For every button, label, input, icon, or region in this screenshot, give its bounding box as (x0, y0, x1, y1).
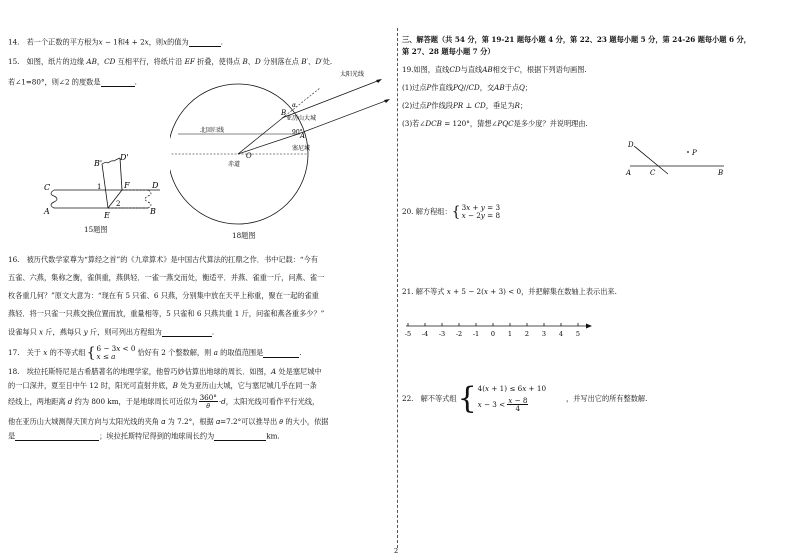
number-line-arrow (586, 324, 592, 329)
figure-19 (624, 138, 730, 178)
question-16-line5: 设雀每只 𝑥 斤，燕每只 𝑦 斤，则可列出方程组为 . (8, 327, 215, 337)
question-18-line3-text: 经线上，两地距离 𝑑 约为 800 km，于是地球周长可近似为 (8, 396, 198, 406)
number-line-label: -4 (421, 330, 429, 338)
label-syene: 塞尼城 (292, 145, 311, 152)
radius-oa (238, 134, 298, 154)
question-22-prefix: 22. 解不等式组 (402, 393, 457, 403)
number-line-label: -1 (472, 330, 480, 338)
label-b-prime: B' (94, 159, 103, 168)
question-18-line2: 的一口深井，夏至日中午 12 时，阳光可直射井底，𝐵 处为亚历山大城，它与塞尼城几乎在同一条 (8, 381, 317, 390)
question-18-unit: km. (266, 431, 280, 441)
folded-edge-fd1 (120, 158, 122, 190)
question-15-line2-text: 若∠1=80°，则∠2 的度数是 (8, 77, 101, 87)
number-line-label: 0 (490, 330, 496, 338)
label-e: E (104, 211, 110, 220)
label-b19: B (718, 169, 724, 177)
fraction-22-denominator: 4 (515, 404, 521, 414)
folded-edge-eb1 (102, 164, 108, 208)
arrow-ray-1 (376, 79, 382, 83)
label-d19: D (628, 141, 634, 149)
radius-ob (238, 116, 285, 154)
label-d: D (152, 181, 159, 190)
question-18-line3-cont: ·𝑑，太阳光线可看作平行光线， (218, 396, 320, 406)
label-sunlight: 太阳光线 (340, 71, 365, 78)
label-a19: A (626, 169, 632, 177)
question-17: 17. 关于 𝑥 的不等式组 { 6 − 3𝑥 < 0 𝑥 ≤ 𝑎 恰好有 2 个整数解，则 𝑎 的取值范围是 . (8, 344, 302, 362)
fraction-denominator: 𝜃 (206, 401, 211, 411)
answer-blank-17[interactable] (263, 349, 299, 358)
question-16-line5-text: 设雀每只 𝑥 斤，燕每只 𝑦 斤，则可列出方程组为 (8, 327, 162, 337)
label-f: F (124, 181, 130, 190)
question-18-yiju: 是 (8, 431, 16, 441)
section-3-title-line2: 第 27、28 题每小题 7 分） (402, 47, 495, 56)
equation-20-1: 3𝑥 + 𝑦 = 3 (461, 203, 501, 213)
answer-blank-18a[interactable] (15, 432, 99, 441)
zenith-line (285, 88, 320, 116)
equation-system-20 (462, 204, 500, 219)
label-a18: A (300, 132, 306, 140)
question-19-line1: 19.如图，直线𝐶𝐷与直线𝐴𝐵相交于𝐶，根据下列语句画图. (402, 65, 587, 74)
question-16-line3: 枚各重几何？”原文大意为：“现在有 5 只雀、6 只燕，分别集中放在天平上称重，聚在一起的雀重 (8, 291, 319, 300)
answer-blank-15[interactable] (101, 78, 135, 87)
answer-blank-14[interactable] (189, 38, 221, 47)
equation-20-2: 𝑥 − 2𝑦 = 8 (461, 211, 501, 221)
question-19-item1: (1)过点𝑃作直线𝑃𝑄//𝐶𝐷，交𝐴𝐵于点𝑄； (402, 83, 533, 92)
label-d-prime: D' (120, 153, 129, 162)
folded-wavy-edge (102, 158, 120, 164)
sun-ray-1 (282, 80, 380, 118)
question-16-line2: 五雀、六燕，集称之衡，雀俱重，燕俱轻．一雀一燕交而处，衡适平．并燕、雀重一斤，问燕、雀一 (8, 273, 325, 282)
question-15-line1: 15. 如图，纸片的边缘 𝐴𝐵，𝐶𝐷 互相平行，将纸片沿 𝐸𝐹 折叠，使得点 𝐵、𝐷 分别落在点 𝐵′、𝐷′处. (8, 57, 333, 66)
question-17-prefix: 17. 关于 𝑥 的不等式组 (8, 347, 86, 357)
brace-17: { (86, 345, 96, 361)
label-alexandria: 亚历山大城 (286, 115, 317, 122)
question-20 (402, 204, 500, 220)
number-line-label: 2 (524, 330, 530, 338)
point-p (687, 151, 689, 153)
number-line-label: -5 (404, 330, 412, 338)
question-22-suffix: ，并写出它的所有整数解. (566, 393, 648, 403)
label-alpha: α (292, 102, 297, 109)
brace-22: { (457, 381, 477, 416)
figure-18 (170, 62, 400, 234)
label-equator: 赤道 (228, 161, 241, 168)
label-tropic: 北回归线 (200, 127, 225, 134)
figure-15-caption: 15题图 (84, 225, 108, 234)
number-line-label: -3 (438, 330, 446, 338)
wavy-edge-right (145, 190, 151, 208)
question-15-line2: 若∠1=80°，则∠2 的度数是 . (8, 77, 137, 87)
question-20-prefix: 20. 解方程组： (402, 206, 452, 216)
question-18-line1: 18. 埃拉托斯特尼是古希腊著名的地理学家，他曾巧妙估算出地球的周长．如图，𝐴 处是塞尼城中 (8, 367, 322, 376)
section-3-title: 三、解答题（共 54 分，第 19-21 题每小题 4 分，第 22、23 题每小题 5 分，第 24-26 题每小题 6 分， (402, 35, 751, 44)
number-line-label: 1 (507, 330, 513, 338)
inequality-17-2: 𝑥 ≤ 𝑎 (96, 352, 116, 362)
figure-18-caption: 18题图 (232, 231, 256, 240)
page-number: 2 (394, 547, 399, 555)
label-angle-1: 1 (97, 183, 102, 191)
label-c: C (44, 183, 51, 192)
question-19-item3: (3)若∠𝐷𝐶𝐵 = 120°，猜想∠𝑃𝑄𝐶是多少度？并说明理由. (402, 119, 588, 128)
number-line-label: 4 (558, 330, 564, 338)
number-line-ticks (405, 323, 580, 338)
question-16-line1: 16. 被历代数学家尊为“算经之首”的《九章算术》是中国古代算法的扛鼎之作．书中记载：“今有 (8, 255, 318, 264)
question-21: 21. 解不等式 𝑥 + 5 − 2(𝑥 + 3) < 0，并把解集在数轴上表示出来. (402, 287, 617, 296)
label-c19: C (650, 169, 656, 177)
label-90: 90° (292, 129, 303, 136)
question-22 (402, 381, 648, 416)
question-19-item2: (2)过点𝑃作线段𝑃𝑅 ⊥ 𝐶𝐷，垂足为𝑅； (402, 101, 528, 110)
arrow-ray-2 (384, 99, 390, 103)
wavy-edge-left (51, 190, 57, 208)
inequality-17-1: 6 − 3𝑥 < 0 (96, 344, 136, 354)
question-14: 14. 若一个正数的平方根为𝑥 − 1和4 + 2𝑥，则𝑥的值为 . (8, 37, 223, 47)
question-18-line5 (8, 432, 280, 441)
question-17-suffix: 恰好有 2 个整数解，则 𝑎 的取值范围是 (137, 347, 264, 357)
label-angle-2: 2 (116, 200, 121, 208)
brace-20: { (451, 204, 461, 220)
answer-blank-18b[interactable] (214, 432, 266, 441)
number-line-label: 5 (575, 330, 581, 338)
question-16-line4: 燕轻．将一只雀一只燕交换位置而放，重量相等，5 只雀和 6 只燕共重 1 斤，问雀和燕各重多少？” (8, 309, 325, 318)
number-line-label: 3 (541, 330, 547, 338)
inequality-22-2 (478, 397, 546, 412)
question-18-line4-text: 他在亚历山大城测得天顶方向与太阳光线的夹角 𝛼 为 7.2°，根据 𝛼=7.2°可以推导出 𝜃 的大小，依据 (8, 417, 329, 426)
question-14-text: 14. 若一个正数的平方根为𝑥 − 1和4 + 2𝑥，则𝑥的值为 (8, 37, 189, 47)
label-b18: B (281, 109, 287, 117)
number-line-label: -2 (455, 330, 463, 338)
fraction-numerator: 360° (199, 393, 217, 402)
label-p19: P (692, 149, 697, 157)
inequality-22-1: 4(𝑥 + 1) ≤ 6𝑥 + 10 (477, 384, 547, 394)
question-18-line4 (8, 418, 328, 426)
inequality-system-22 (478, 385, 546, 412)
question-18-line3 (8, 394, 319, 409)
label-a: A (44, 207, 50, 216)
fraction-22-numerator: 𝑥 − 8 (508, 396, 528, 406)
label-o: O (246, 152, 252, 160)
inequality-system-17 (96, 345, 135, 360)
label-b: B (150, 207, 156, 216)
question-18-line5-text: ；埃拉托斯特尼得到的地球周长约为 (99, 431, 215, 441)
fraction-22 (507, 397, 528, 412)
number-line (404, 318, 594, 340)
answer-blank-16[interactable] (162, 328, 212, 337)
fraction-360-theta (199, 394, 218, 409)
inequality-22-2-left: 𝑥 − 3 < (477, 399, 506, 409)
